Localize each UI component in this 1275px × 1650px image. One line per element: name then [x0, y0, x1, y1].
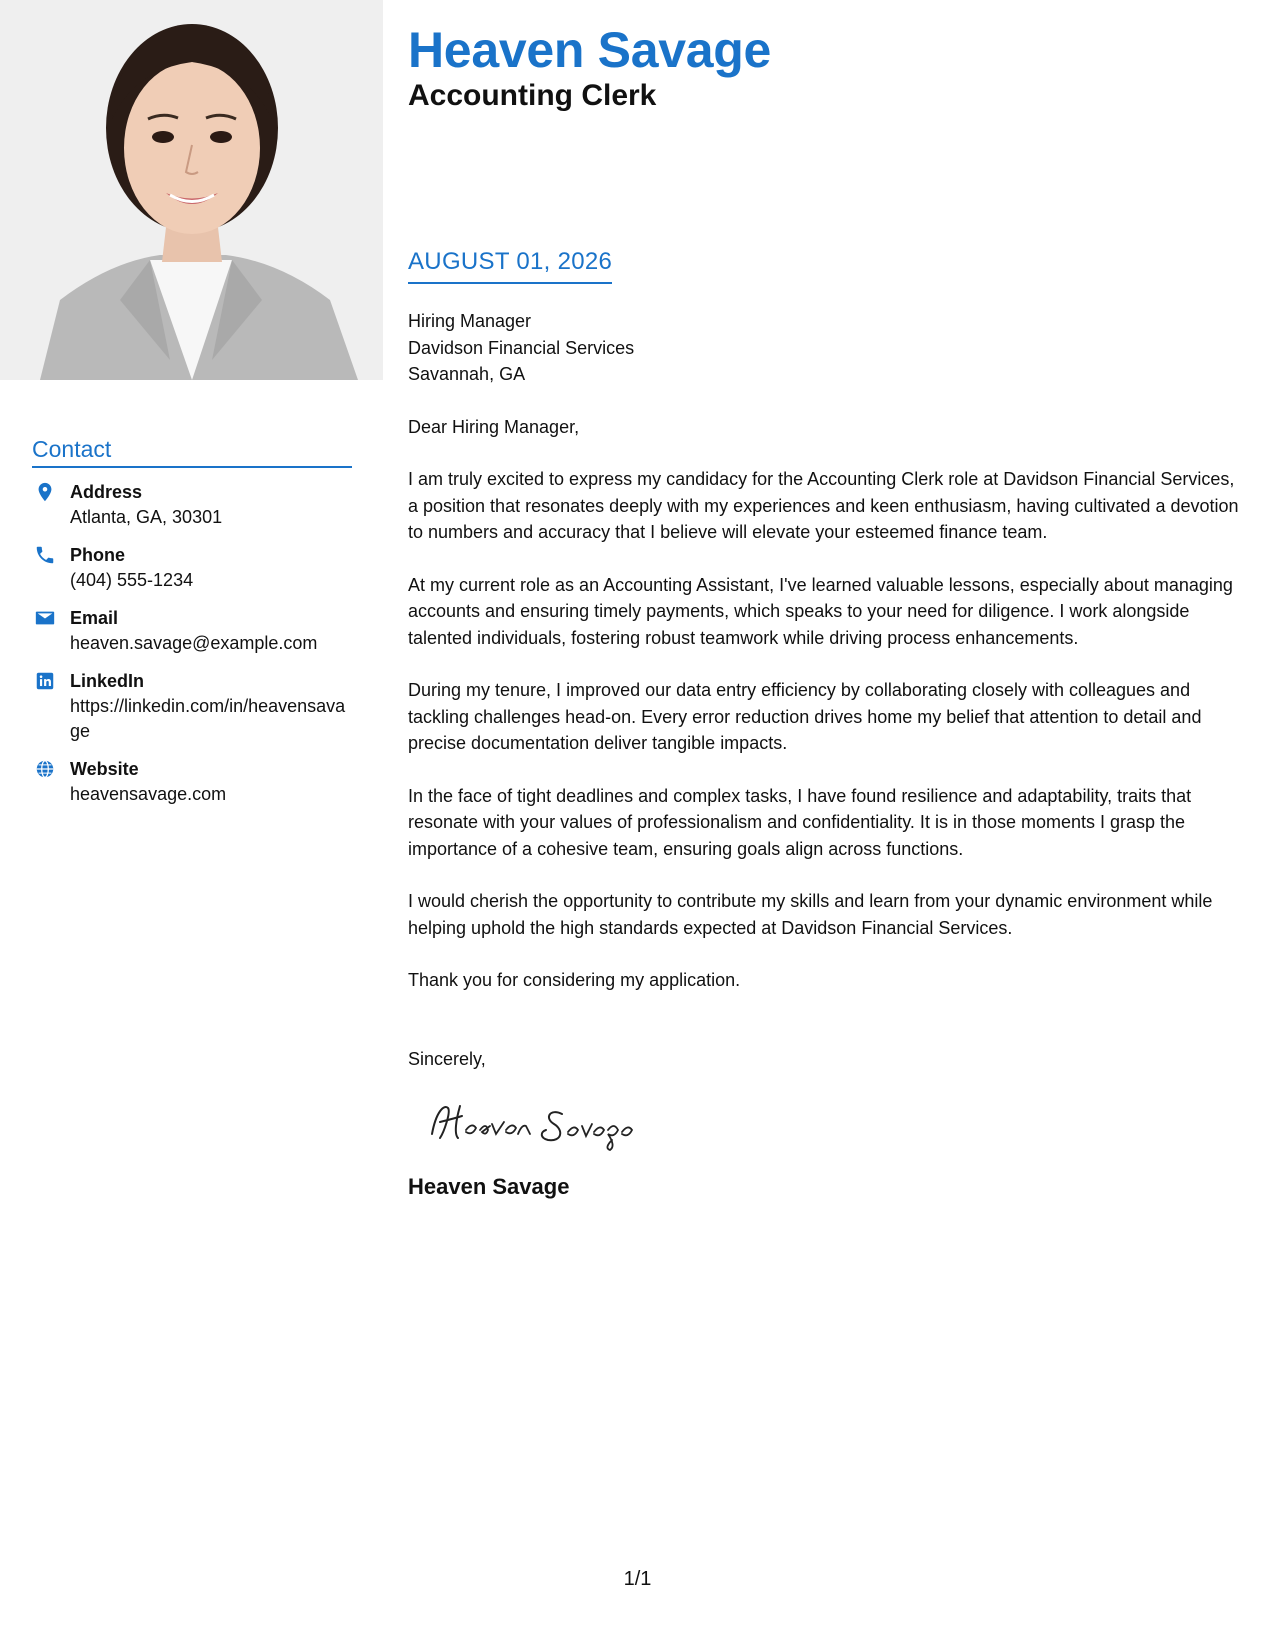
map-pin-icon: [34, 481, 56, 503]
email-value[interactable]: heaven.savage@example.com: [70, 633, 318, 653]
phone-icon: [34, 544, 56, 566]
address-value: Atlanta, GA, 30301: [70, 507, 223, 527]
recipient-title: Hiring Manager: [408, 311, 532, 331]
contact-address: [32, 480, 352, 530]
contact-section-title: Contact: [32, 436, 352, 468]
linkedin-value[interactable]: https://linkedin.com/in/heavensavage: [70, 696, 346, 741]
contact-linkedin: [32, 669, 352, 744]
website-value[interactable]: heavensavage.com: [70, 784, 227, 804]
recipient-location: Savannah, GA: [408, 364, 526, 384]
letter-body: [408, 308, 1240, 1201]
handwritten-signature: [426, 1090, 1240, 1160]
applicant-job-title: Accounting Clerk: [408, 79, 657, 112]
contact-sidebar: [32, 436, 352, 820]
letter-main: [408, 22, 1240, 1199]
linkedin-icon: [34, 670, 56, 692]
contact-label: Website: [70, 759, 139, 779]
portrait-photo-icon: [0, 0, 383, 380]
profile-photo: [0, 0, 383, 380]
letter-paragraph: In the face of tight deadlines and complex tasks, I have found resilience and adaptability, traits that resonate with your values of professionalism and confidentiality. It is in those moments I grasp the importance of a cohesive team, ensuring goals align across functions.: [408, 785, 1192, 859]
closing: Sincerely,: [408, 1048, 486, 1069]
letter-date: AUGUST 01, 2026: [408, 248, 612, 284]
recipient-block: [408, 308, 1240, 388]
recipient-company: Davidson Financial Services: [408, 337, 635, 358]
phone-value[interactable]: (404) 555-1234: [70, 570, 194, 590]
letter-paragraph: At my current role as an Accounting Assistant, I've learned valuable lessons, especially about managing accounts and ensuring timely payments, which speaks to your need for diligence. I work alongside talented individuals, fostering robust teamwork while driving process enhancements.: [408, 574, 1233, 648]
contact-label: Email: [70, 608, 119, 628]
contact-label: Address: [70, 482, 143, 502]
applicant-name: Heaven Savage: [408, 22, 771, 78]
salutation: Dear Hiring Manager,: [408, 416, 580, 437]
contact-phone: [32, 543, 352, 593]
envelope-icon: [34, 607, 56, 629]
page-number: 1/1: [623, 1568, 652, 1590]
contact-label: Phone: [70, 545, 126, 565]
signer-name: Heaven Savage: [408, 1174, 570, 1199]
letter-paragraph: I would cherish the opportunity to contribute my skills and learn from your dynamic environment while helping uphold the high standards expected at Davidson Financial Services.: [408, 891, 1213, 938]
letter-paragraph: I am truly excited to express my candidacy for the Accounting Clerk role at Davidson Financial Services, a position that resonates deeply with my experiences and keen enthusiasm, having cultivated a devotion to numbers and accuracy that I believe will elevate your esteemed finance team.: [408, 469, 1239, 542]
contact-website: [32, 757, 352, 807]
contact-email: [32, 606, 352, 656]
letter-paragraph: During my tenure, I improved our data entry efficiency by collaborating closely with colleagues and tackling challenges head-on. Every error reduction drives home my belief that attention to detail and precise documentation deliver tangible impacts.: [408, 680, 1202, 753]
globe-icon: [34, 758, 56, 780]
contact-label: LinkedIn: [70, 671, 145, 691]
letter-paragraph: Thank you for considering my application.: [408, 970, 741, 990]
